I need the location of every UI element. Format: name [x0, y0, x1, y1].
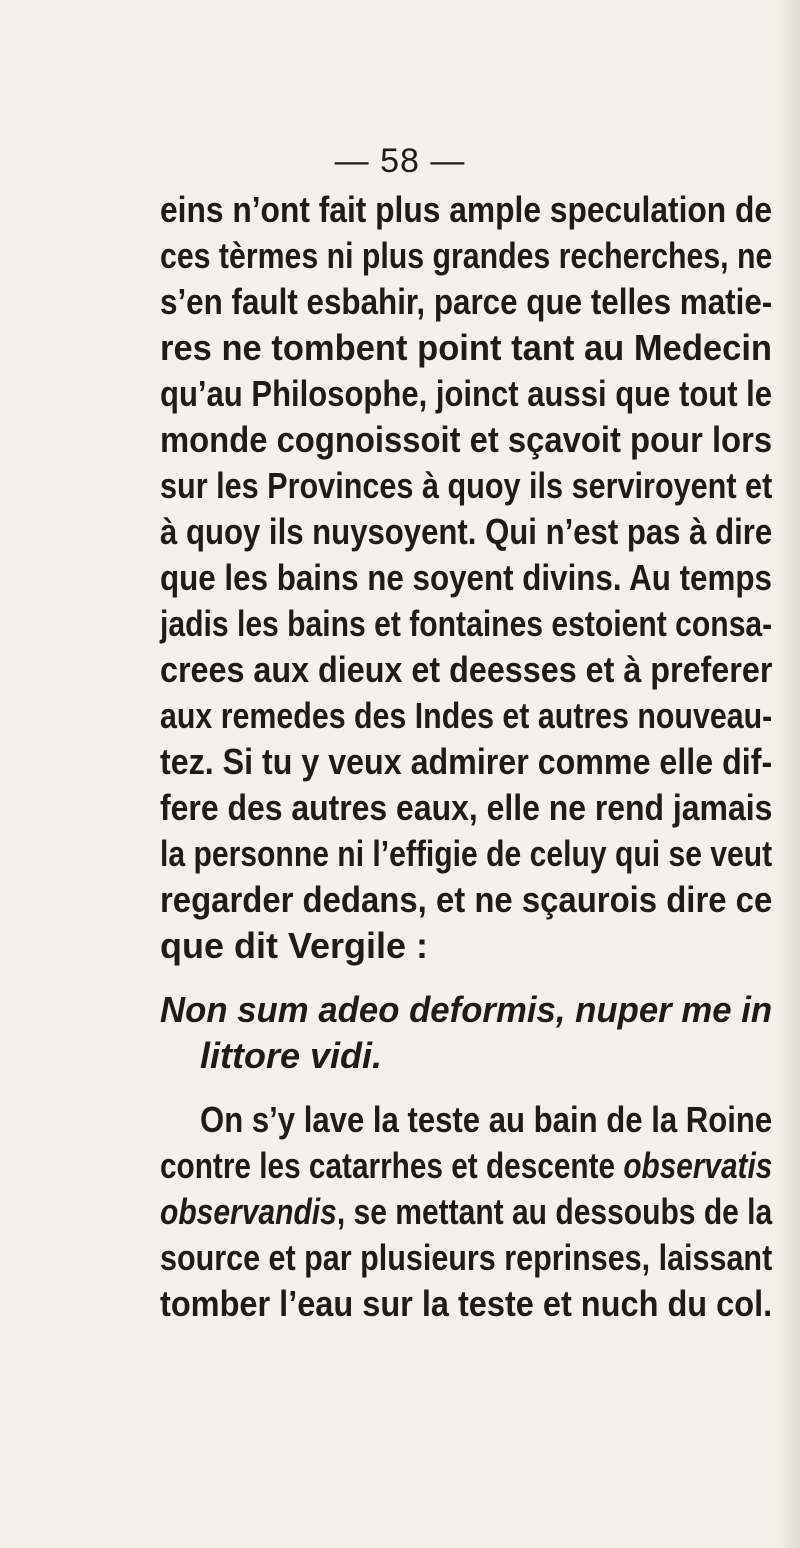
paragraph-2-line-3-text: , se mettant au dessoubs de la	[336, 1191, 773, 1232]
latin-quote-line-1: Non sum adeo deformis, nuper me in	[160, 989, 773, 1030]
text-line-16: regarder dedans, et ne sçaurois dire ce	[160, 879, 773, 920]
text-line-2: ces tèrmes ni plus grandes recherches, ne	[160, 235, 773, 276]
paragraph-2-line-4: source et par plusieurs reprinses, laissant	[160, 1237, 773, 1278]
paragraph-2-line-3	[160, 1191, 773, 1232]
page-edge-shadow	[776, 0, 800, 1548]
text-line-1: eins n’ont fait plus ample speculation de	[160, 189, 773, 230]
paragraph-2-line-5: tomber l’eau sur la teste et nuch du col.	[160, 1283, 773, 1324]
text-line-4: res ne tombent point tant au Medecin	[160, 327, 773, 368]
text-line-3: s’en fault esbahir, parce que telles matie-	[160, 281, 773, 322]
text-line-15: la personne ni l’effigie de celuy qui se veut	[160, 833, 773, 874]
text-line-5: qu’au Philosophe, joinct aussi que tout le	[160, 373, 773, 414]
paragraph-2-line-2	[160, 1145, 773, 1186]
text-line-6: monde cognoissoit et sçavoit pour lors	[160, 419, 773, 460]
paragraph-2-line-1: On s’y lave la teste au bain de la Roine	[200, 1099, 773, 1140]
text-line-14: fere des autres eaux, elle ne rend jamais	[160, 787, 773, 828]
latin-quote-line-2: littore vidi.	[200, 1035, 383, 1076]
paragraph-2-line-2-text: contre les catarrhes et descente	[160, 1145, 624, 1186]
text-line-7: sur les Provinces à quoy ils serviroyent et	[160, 465, 773, 506]
text-line-13: tez. Si tu y veux admirer comme elle dif-	[160, 741, 773, 782]
text-line-10: jadis les bains et fontaines estoient consa-	[160, 603, 773, 644]
text-line-9: que les bains ne soyent divins. Au temps	[160, 557, 772, 598]
text-line-8: à quoy ils nuysoyent. Qui n’est pas à dire	[160, 511, 773, 552]
text-line-17: que dit Vergile :	[160, 925, 429, 966]
page-number-header: — 58 —	[334, 142, 466, 180]
paragraph-2-line-2-italic: observatis	[623, 1145, 773, 1186]
text-line-12: aux remedes des Indes et autres nouveau-	[160, 695, 773, 736]
text-line-11: crees aux dieux et deesses et à preferer	[160, 649, 773, 690]
paragraph-2-line-3-italic: observandis	[160, 1191, 337, 1232]
